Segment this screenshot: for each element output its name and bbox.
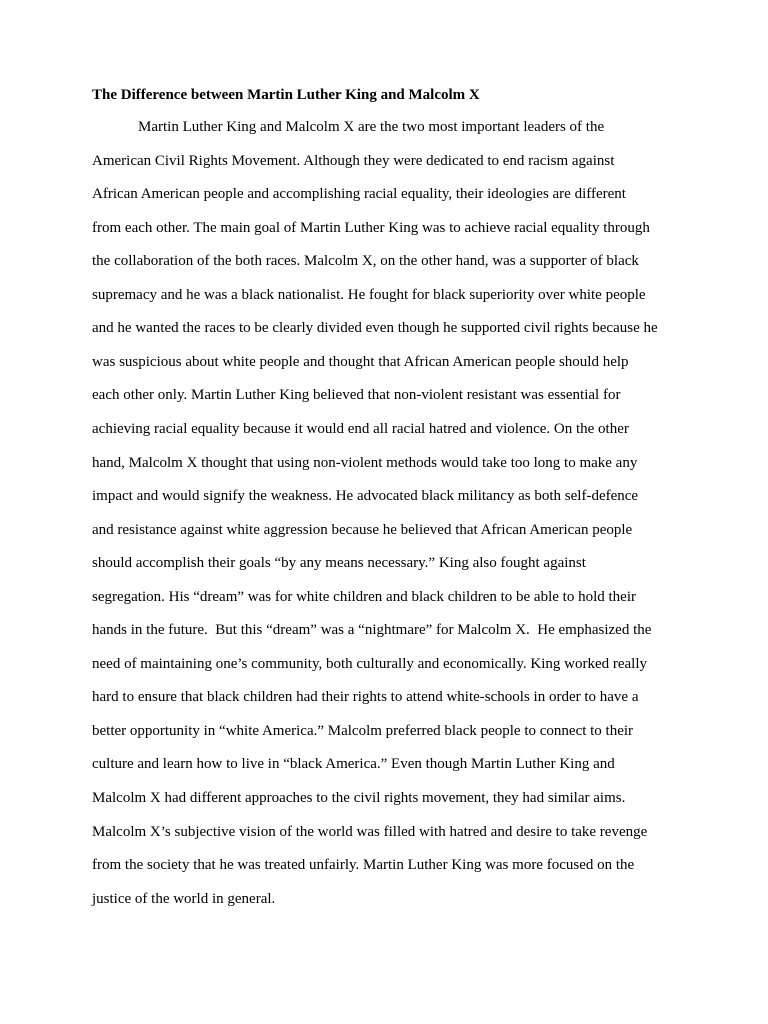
paragraph-line: Martin Luther King and Malcolm X are the two most important leaders of the: [138, 119, 605, 135]
paragraph-line: achieving racial equality because it would end all racial hatred and violence. On the other: [92, 420, 629, 437]
paragraph-line: and resistance against white aggression because he believed that African American people: [92, 521, 633, 538]
paragraph-line: from each other. The main goal of Martin Luther King was to achieve racial equality through: [92, 219, 650, 236]
paragraph-line: culture and learn how to live in “black America.” Even though Martin Luther King and: [92, 756, 615, 773]
paragraph-line: impact and would signify the weakness. He advocated black militancy as both self-defence: [92, 488, 639, 505]
paragraph-line: Malcolm X had different approaches to the civil rights movement, they had similar aims.: [92, 790, 626, 806]
paragraph-line: segregation. His “dream” was for white children and black children to be able to hold their: [92, 588, 636, 605]
paragraph-line: the collaboration of the both races. Malcolm X, on the other hand, was a supporter of black: [92, 253, 639, 270]
paragraph-line: and he wanted the races to be clearly divided even though he supported civil rights because he: [92, 320, 658, 337]
paragraph-line: need of maintaining one’s community, both culturally and economically. King worked really: [92, 655, 647, 672]
paragraph-line: was suspicious about white people and thought that African American people should help: [92, 353, 629, 370]
paragraph-line: from the society that he was treated unfairly. Martin Luther King was more focused on the: [92, 857, 635, 874]
document-title: The Difference between Martin Luther King and Malcolm X: [92, 87, 480, 103]
paragraph-line: supremacy and he was a black nationalist. He fought for black superiority over white people: [92, 286, 646, 303]
paragraph-line: hand, Malcolm X thought that using non-violent methods would take too long to make any: [92, 454, 638, 471]
paragraph-line: each other only. Martin Luther King believed that non-violent resistant was essential for: [92, 387, 621, 404]
paragraph-line: justice of the world in general.: [92, 890, 276, 907]
paragraph-line: African American people and accomplishing racial equality, their ideologies are different: [92, 186, 626, 203]
paragraph-line: Malcolm X’s subjective vision of the world was filled with hatred and desire to take revenge: [92, 823, 648, 840]
paragraph-line: hard to ensure that black children had their rights to attend white-schools in order to have a: [92, 689, 639, 706]
paragraph-line: American Civil Rights Movement. Although they were dedicated to end racism against: [92, 152, 615, 169]
paragraph-line: hands in the future. But this “dream” was a “nightmare” for Malcolm X. He emphasized the: [92, 622, 652, 639]
paragraph-line: better opportunity in “white America.” Malcolm preferred black people to connect to their: [92, 722, 634, 739]
paragraph-line: should accomplish their goals “by any means necessary.” King also fought against: [92, 555, 586, 572]
